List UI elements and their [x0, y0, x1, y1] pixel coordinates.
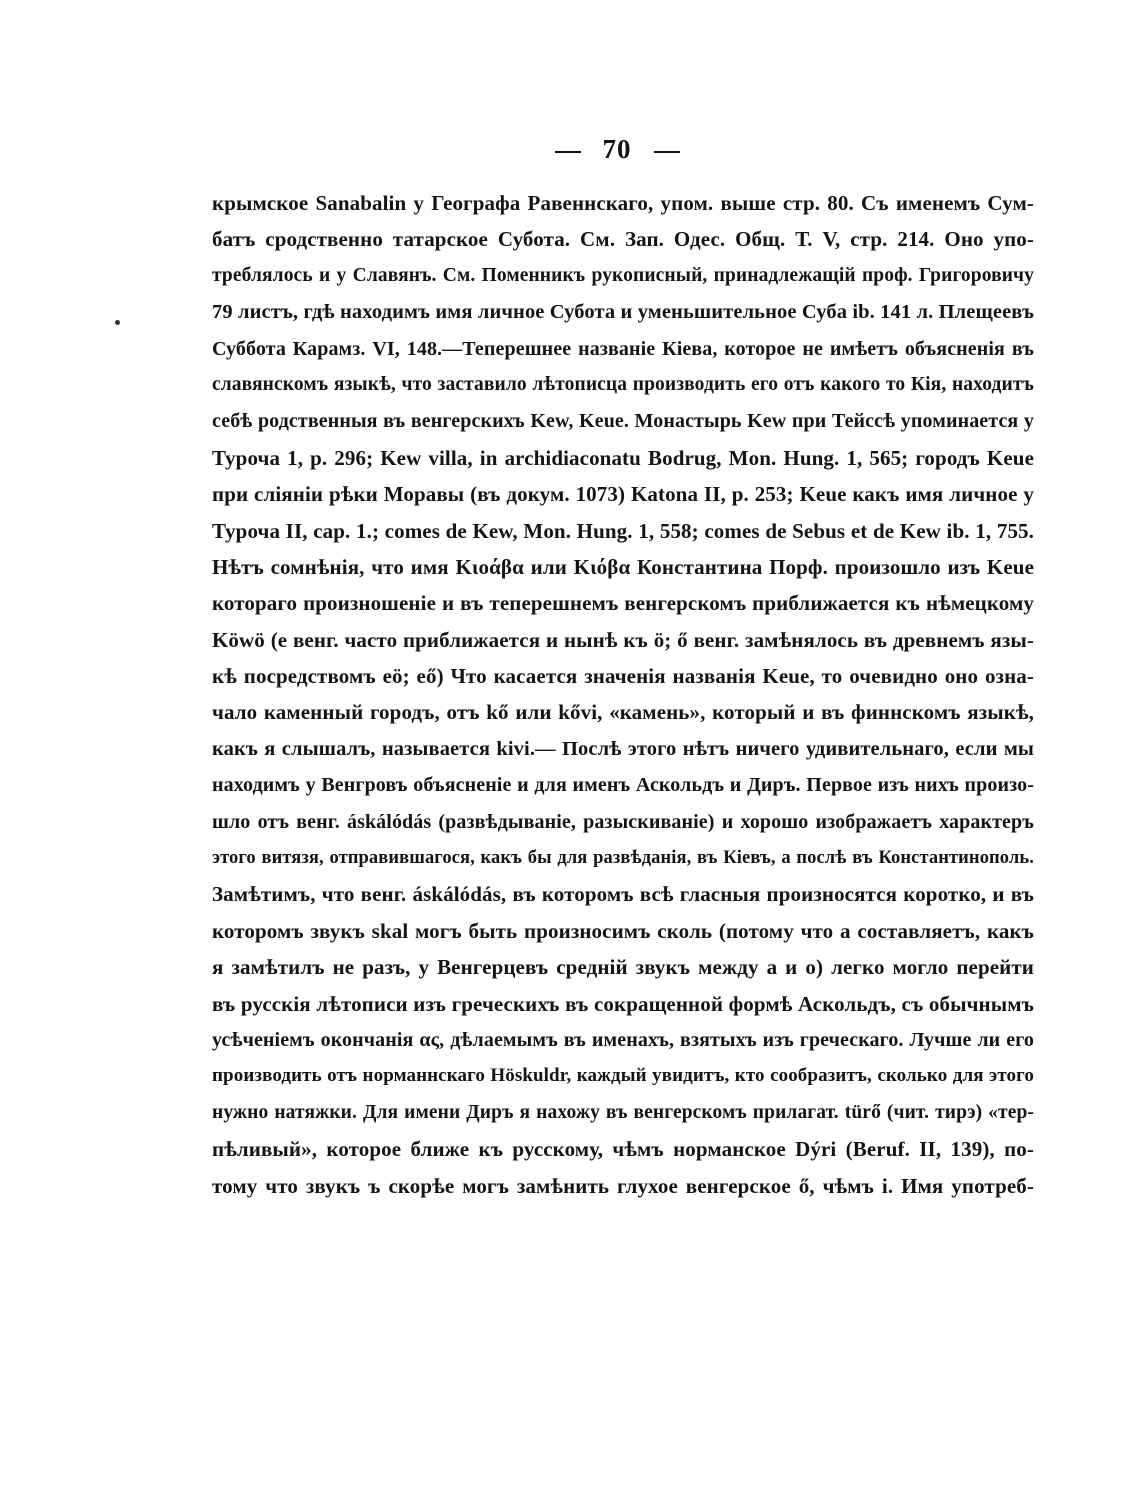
text-line: производить отъ норманнскаго Höskuldr, каждый увидитъ, кто сообразитъ, сколько для этого — [212, 1065, 1034, 1087]
text-line: Нѣтъ сомнѣнія, что имя Κιοάβα или Κιόβα Константина Порф. произошло изъ Keue — [212, 554, 1034, 579]
text-line: находимъ у Венгровъ объясненіе и для именъ Аскольдъ и Диръ. Первое изъ нихъ произо- — [212, 774, 1034, 797]
page-number-header — [0, 134, 1140, 165]
margin-mark — [115, 320, 120, 325]
text-line: при сліяніи рѣки Моравы (въ докум. 1073) Katona II, p. 253; Keue какъ имя личное у — [212, 482, 1034, 507]
text-line: тому что звукъ ъ скорѣе могъ замѣнить глухое венгерское ő, чѣмъ і. Имя употреб- — [212, 1173, 1034, 1198]
text-line: Туроча II, cap. 1.; comes de Kew, Mon. Hung. 1, 558; comes de Sebus et de Kew ib. 1, 755. — [212, 518, 1034, 543]
text-line: Туроча 1, p. 296; Kew villa, in archidiaconatu Bodrug, Mon. Hung. 1, 565; городъ Keue — [212, 445, 1034, 470]
text-line: пѣливый», которое ближе къ русскому, чѣмъ норманское Dýri (Beruf. II, 139), по- — [212, 1137, 1034, 1162]
text-line: усѣченіемъ окончанія ας, дѣлаемымъ въ именахъ, взятыхъ изъ греческаго. Лучше ли его — [212, 1028, 1034, 1051]
text-line: славянскомъ языкѣ, что заставило лѣтописца производить его отъ какого то Кія, находитъ — [212, 373, 1034, 395]
text-line: чало каменный городъ, отъ kő или kővi, «камень», который и въ финнскомъ языкѣ, — [212, 700, 1034, 725]
text-line: котораго произношеніе и въ теперешнемъ венгерскомъ приближается къ нѣмецкому — [212, 591, 1034, 616]
page-number: 70 — [602, 134, 632, 164]
text-line: крымское Sanabalin у Географа Равеннскаго, упом. выше стр. 80. Съ именемъ Сум- — [212, 191, 1034, 215]
text-line: Köwö (e венг. часто приближается и нынѣ къ ö; ő венг. замѣнялось въ древнемъ язы- — [212, 627, 1034, 652]
text-line: въ русскія лѣтописи изъ греческихъ въ сокращенной формѣ Аскольдъ, съ обычнымъ — [212, 991, 1034, 1016]
right-dash — [654, 151, 680, 153]
text-line: Суббота Карамз. VI, 148.—Теперешнее названіе Кіева, которое не имѣетъ объясненія въ — [212, 337, 1034, 360]
text-line: нужно натяжки. Для имени Диръ я нахожу въ венгерскомъ прилагат. türő (чит. тирэ) «тер- — [212, 1101, 1034, 1123]
text-line: 79 листъ, гдѣ находимъ имя личное Субота и уменьшительное Суба ib. 141 л. Плещеевъ — [212, 301, 1034, 324]
text-line: батъ сродственно татарское Субота. См. Зап. Одес. Общ. Т. V, стр. 214. Оно упо- — [212, 227, 1034, 252]
text-line: себѣ родственныя въ венгерскихъ Kew, Keue. Монастырь Kew при Тейссѣ упоминается у — [212, 410, 1034, 433]
text-line: этого витязя, отправившагося, какъ бы для развѣданія, въ Кіевъ, а послѣ въ Константинополь. — [212, 848, 1034, 869]
text-line: шло отъ венг. áskálódás (развѣдываніе, разыскиваніе) и хорошо изображаетъ характеръ — [212, 810, 1034, 833]
text-line: я замѣтилъ не разъ, у Венгерцевъ средній звукъ между а и о) легко могло перейти — [212, 955, 1034, 980]
left-dash — [555, 151, 581, 153]
text-line: Замѣтимъ, что венг. áskálódás, въ которомъ всѣ гласныя произносятся коротко, и въ — [212, 882, 1034, 907]
body-text — [212, 185, 1034, 1204]
text-line: кѣ посредствомъ eö; eő) Что касается значенія названія Keue, то очевидно оно озна- — [212, 664, 1034, 689]
text-line: треблялось и у Славянъ. См. Поменникъ рукописный, принадлежащій проф. Григоровичу — [212, 264, 1034, 286]
text-line: какъ я слышалъ, называется kivi.— Послѣ этого нѣтъ ничего удивительнаго, если мы — [212, 737, 1034, 760]
text-line: которомъ звукъ skal могъ быть произносимъ сколь (потому что a составляетъ, какъ — [212, 918, 1034, 943]
